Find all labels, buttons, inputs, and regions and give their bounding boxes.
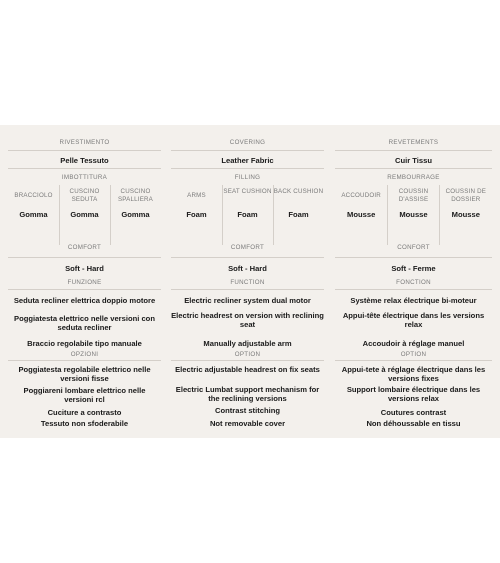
filling-part bbox=[222, 188, 273, 219]
covering-heading: RIVESTIMENTO bbox=[59, 139, 110, 146]
option-item: Non déhoussable en tissu bbox=[366, 419, 461, 428]
covering-value: Pelle Tessuto bbox=[60, 156, 109, 165]
filling-parts bbox=[171, 188, 324, 219]
divider bbox=[59, 185, 60, 245]
comfort-value: Soft - Hard bbox=[228, 264, 267, 273]
function-item: Appui-tête électrique dans les versions relax bbox=[342, 311, 485, 329]
filling-part-label: BRACCIOLO bbox=[14, 192, 53, 199]
option-heading: OPZIONI bbox=[70, 351, 99, 358]
option-item: Electric Lumbat support mechanism for the reclining versions bbox=[175, 385, 320, 403]
filling-heading: IMBOTTITURA bbox=[61, 174, 108, 181]
filling-part-value: Gomma bbox=[19, 210, 48, 219]
filling-part-label: ARMS bbox=[187, 192, 206, 199]
function-item: Accoudoir à réglage manuel bbox=[362, 339, 465, 348]
filling-part-label: BACK CUSHION bbox=[273, 188, 324, 195]
filling-heading: REMBOURRAGE bbox=[387, 174, 440, 181]
divider bbox=[110, 185, 111, 245]
comfort-heading: COMFORT bbox=[67, 244, 102, 251]
option-item: Support lombaire électrique dans les versions relax bbox=[346, 385, 481, 403]
filling-parts bbox=[8, 188, 161, 219]
filling-part-value: Foam bbox=[288, 210, 309, 219]
covering-heading: COVERING bbox=[229, 139, 266, 146]
filling-part bbox=[59, 188, 110, 219]
covering-value: Leather Fabric bbox=[221, 156, 274, 165]
filling-heading: FILLING bbox=[234, 174, 261, 181]
divider bbox=[335, 289, 492, 290]
comfort-heading: COMFORT bbox=[230, 244, 265, 251]
divider bbox=[387, 185, 388, 245]
function-item: Poggiatesta elettrico nelle versioni con seduta recliner bbox=[14, 314, 155, 332]
function-item: Manually adjustable arm bbox=[203, 339, 292, 348]
divider bbox=[171, 360, 324, 361]
filling-part-value: Mousse bbox=[451, 210, 480, 219]
divider bbox=[335, 150, 492, 151]
option-item: Tessuto non sfoderabile bbox=[40, 419, 129, 428]
comfort-value: Soft - Ferme bbox=[391, 264, 436, 273]
divider bbox=[171, 289, 324, 290]
filling-part-value: Foam bbox=[237, 210, 258, 219]
filling-part-label: CUSCINO SPALLIERA bbox=[117, 188, 154, 203]
function-item: Electric recliner system dual motor bbox=[184, 296, 311, 305]
spec-column-italian bbox=[8, 125, 161, 438]
divider bbox=[171, 168, 324, 169]
filling-part-value: Gomma bbox=[121, 210, 150, 219]
covering-value: Cuir Tissu bbox=[395, 156, 432, 165]
filling-part-label: COUSSIN DE DOSSIER bbox=[445, 188, 487, 203]
divider bbox=[335, 360, 492, 361]
filling-part bbox=[440, 188, 492, 219]
option-item: Not removable cover bbox=[209, 419, 286, 428]
filling-part bbox=[110, 188, 161, 219]
divider bbox=[222, 185, 223, 245]
filling-part-value: Foam bbox=[186, 210, 207, 219]
option-item: Poggiatesta regolabile elettrico nelle versioni fisse bbox=[18, 365, 151, 383]
spec-column-english bbox=[171, 125, 324, 438]
function-heading: FUNZIONE bbox=[67, 279, 102, 286]
filling-part-label: SEAT CUSHION bbox=[223, 188, 272, 195]
divider bbox=[8, 360, 161, 361]
option-item: Poggiareni lombare elettrico nelle versioni rcl bbox=[23, 386, 146, 404]
option-item: Cuciture a contrasto bbox=[47, 408, 122, 417]
spec-panel bbox=[0, 125, 500, 438]
comfort-heading: CONFORT bbox=[397, 244, 430, 251]
comfort-value: Soft - Hard bbox=[65, 264, 104, 273]
filling-part bbox=[273, 188, 324, 219]
divider bbox=[171, 150, 324, 151]
divider bbox=[8, 257, 161, 258]
filling-part-label: CUSCINO SEDUTA bbox=[69, 188, 100, 203]
function-heading: FUNCTION bbox=[230, 279, 265, 286]
function-item: Système relax électrique bi-moteur bbox=[350, 296, 477, 305]
option-heading: OPTION bbox=[400, 351, 427, 358]
option-item: Coutures contrast bbox=[380, 408, 447, 417]
filling-part bbox=[387, 188, 439, 219]
filling-part bbox=[8, 188, 59, 219]
option-item: Contrast stitching bbox=[215, 406, 280, 415]
spec-column-french bbox=[335, 125, 492, 438]
filling-part-value: Mousse bbox=[399, 210, 428, 219]
divider bbox=[335, 257, 492, 258]
filling-part-value: Gomma bbox=[70, 210, 99, 219]
function-item: Electric headrest on version with reclining seat bbox=[171, 311, 324, 329]
divider bbox=[439, 185, 440, 245]
divider bbox=[171, 257, 324, 258]
option-heading: OPTION bbox=[234, 351, 261, 358]
filling-part bbox=[335, 188, 387, 219]
divider bbox=[335, 168, 492, 169]
filling-part-label: ACCOUDOIR bbox=[341, 192, 381, 199]
covering-heading: REVETEMENTS bbox=[388, 139, 439, 146]
divider bbox=[8, 168, 161, 169]
function-heading: FONCTION bbox=[396, 279, 431, 286]
function-item: Braccio regolabile tipo manuale bbox=[27, 339, 142, 348]
filling-parts bbox=[335, 188, 492, 219]
divider bbox=[8, 150, 161, 151]
divider bbox=[273, 185, 274, 245]
option-item: Electric adjustable headrest on fix seats bbox=[175, 365, 320, 374]
filling-part bbox=[171, 188, 222, 219]
filling-part-label: COUSSIN D'ASSISE bbox=[398, 188, 429, 203]
option-item: Appui-tete à réglage électrique dans les versions fixes bbox=[341, 365, 486, 383]
function-item: Seduta recliner elettrica doppio motore bbox=[13, 296, 156, 305]
filling-part-value: Mousse bbox=[347, 210, 376, 219]
divider bbox=[8, 289, 161, 290]
